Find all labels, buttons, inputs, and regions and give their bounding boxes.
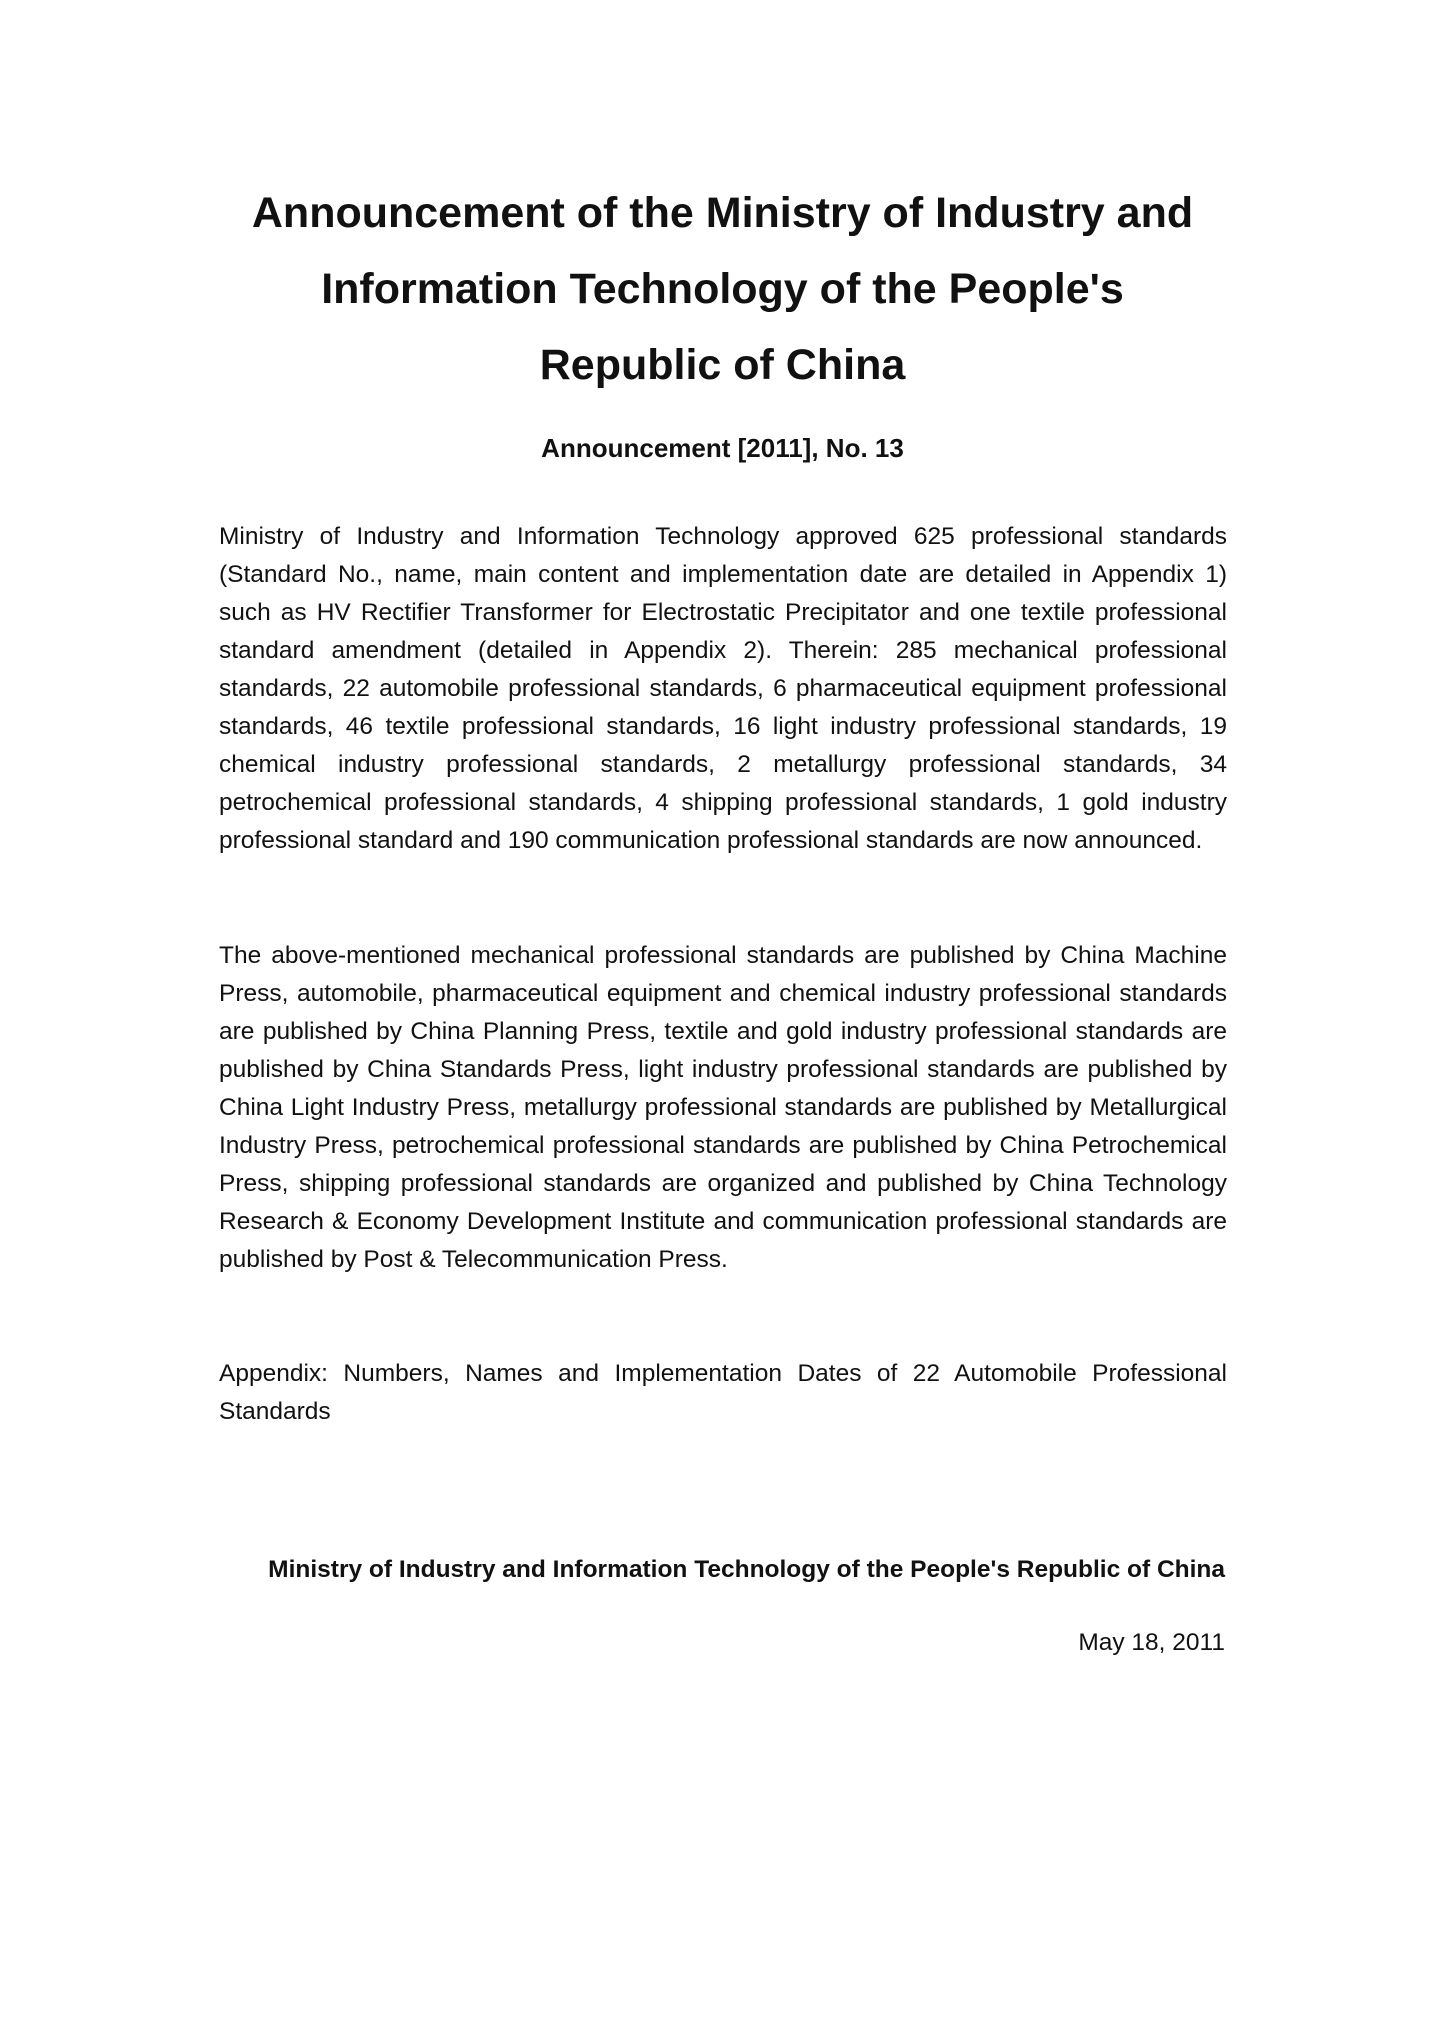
- body-paragraph-publishers: The above-mentioned mechanical professional standards are published by China Machine Press, automobile, pharmaceutical equipment and chemical industry professional standards are published by China Planning Press, textile and gold industry professional standards are published by China Standards Press, light industry professional standards are published by China Light Industry Press, metallurgy professional standards are published by Metallurgical Industry Press, petrochemical professional standards are published by China Petrochemical Press, shipping professional standards are organized and published by China Technology Research & Economy Development Institute and communication professional standards are published by Post & Telecommunication Press.: [219, 942, 1227, 1273]
- document-title: [200, 175, 1245, 403]
- title-line-2: Information Technology of the People's: [321, 265, 1124, 313]
- issue-date: May 18, 2011: [1078, 1629, 1225, 1656]
- body-paragraph-approval: Ministry of Industry and Information Technology approved 625 professional standards (Standard No., name, main content and implementation date are detailed in Appendix 1) such as HV Rectifier Transformer for Electrostatic Precipitator and one textile professional standard amendment (detailed in Appendix 2). Therein: 285 mechanical professional standards, 22 automobile professional standards, 6 pharmaceutical equipment professional standards, 46 textile professional standards, 16 light industry professional standards, 19 chemical industry professional standards, 2 metallurgy professional standards, 34 petrochemical professional standards, 4 shipping professional standards, 1 gold industry professional standard and 190 communication professional standards are now announced.: [219, 523, 1227, 854]
- title-line-3: Republic of China: [539, 341, 906, 389]
- issuer-signature: Ministry of Industry and Information Technology of the People's Republic of China: [268, 1556, 1225, 1583]
- title-line-1: Announcement of the Ministry of Industry and: [251, 189, 1194, 237]
- announcement-number: Announcement [2011], No. 13: [541, 433, 904, 463]
- body-paragraph-appendix: Appendix: Numbers, Names and Implementation Dates of 22 Automobile Professional Standards: [219, 1360, 1227, 1425]
